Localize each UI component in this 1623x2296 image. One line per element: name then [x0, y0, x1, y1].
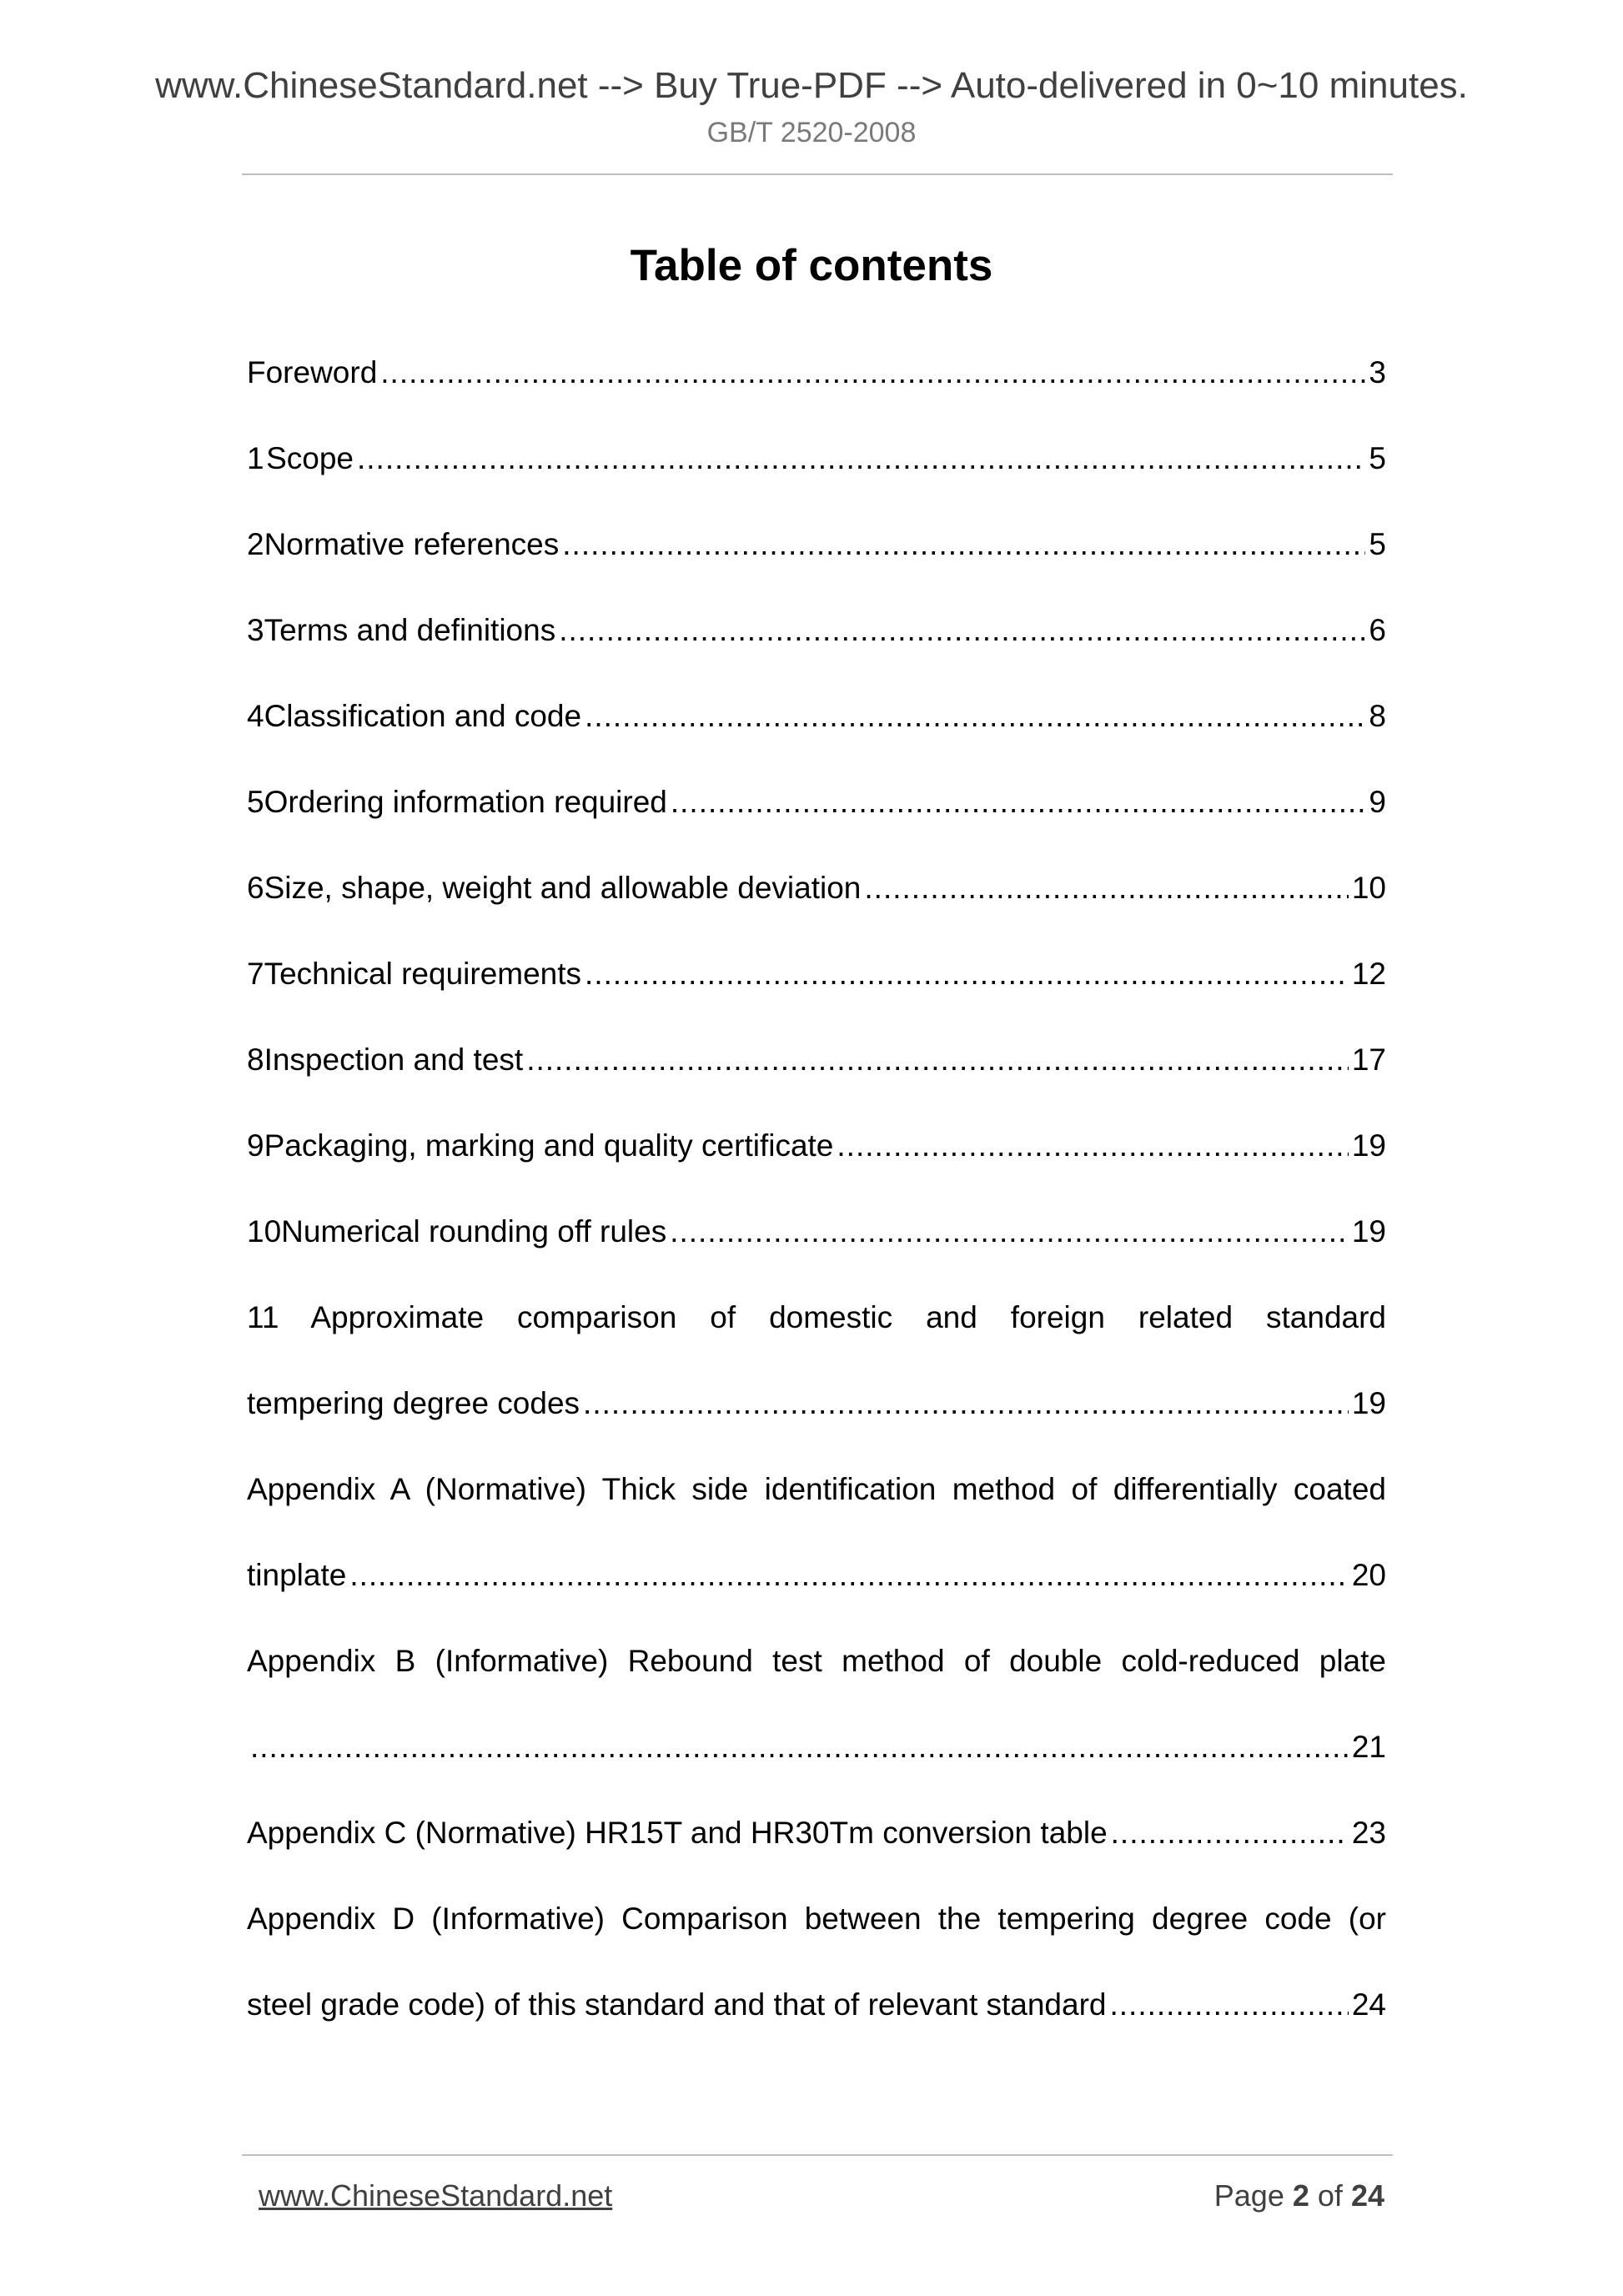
toc-entry-appendix-b[interactable]: [247, 1618, 1386, 1790]
dot-leader: [837, 1103, 1348, 1188]
page-current: 2: [1292, 2178, 1309, 2213]
standard-code: GB/T 2520-2008: [706, 117, 917, 148]
dot-leader: [585, 673, 1365, 759]
toc-number: 3: [247, 613, 264, 647]
toc-page: 9: [1369, 785, 1386, 819]
toc-label: Classification and code: [264, 699, 582, 733]
toc-number: 9: [247, 1128, 264, 1163]
dot-leader: [671, 759, 1366, 845]
page-indicator: [1214, 2178, 1384, 2213]
toc-label: Numerical rounding off rules: [281, 1214, 667, 1248]
dot-leader: [585, 931, 1349, 1017]
dot-leader: [526, 1017, 1349, 1103]
toc-page: 3: [1369, 355, 1386, 389]
toc-entry-classification[interactable]: [247, 673, 1386, 759]
dot-leader: [357, 415, 1365, 501]
toc-label-line1: 11 Approximate comparison of domestic and foreign related standard: [247, 1300, 1386, 1334]
dot-leader: [380, 329, 1365, 415]
toc-label: Packaging, marking and quality certificate: [264, 1128, 834, 1163]
toc-page: 19: [1351, 1386, 1386, 1420]
toc-entry-size-shape-weight[interactable]: [247, 845, 1386, 931]
table-of-contents: [247, 329, 1386, 2047]
toc-label: Terms and definitions: [264, 613, 556, 647]
toc-page: 12: [1351, 957, 1386, 991]
footer-divider: [242, 2154, 1393, 2156]
dot-leader: [583, 1360, 1349, 1446]
toc-label: Foreword: [247, 355, 378, 389]
toc-entry-scope[interactable]: [247, 415, 1386, 501]
dot-leader: [349, 1532, 1349, 1618]
toc-entry-technical-requirements[interactable]: [247, 931, 1386, 1017]
header-banner: www.ChineseStandard.net --> Buy True-PDF --> Auto-delivered in 0~10 minutes.: [155, 65, 1468, 106]
toc-entry-appendix-c[interactable]: [247, 1790, 1386, 1876]
toc-number: 4: [247, 699, 264, 733]
toc-label-line1: Appendix B (Informative) Rebound test method of double cold-reduced plate: [247, 1644, 1386, 1678]
page-total: 24: [1350, 2178, 1384, 2213]
toc-label: Normative references: [264, 527, 560, 561]
toc-page: 5: [1369, 527, 1386, 561]
dot-leader: [670, 1188, 1349, 1274]
toc-entry-appendix-d[interactable]: [247, 1876, 1386, 2047]
toc-label-line1: Appendix A (Normative) Thick side identification method of differentially coated: [247, 1472, 1386, 1506]
toc-number: 2: [247, 527, 264, 561]
toc-label-line2: tempering degree codes: [247, 1386, 580, 1420]
toc-entry-terms-definitions[interactable]: [247, 587, 1386, 673]
toc-entry-appendix-a[interactable]: [247, 1446, 1386, 1618]
toc-page: 6: [1369, 613, 1386, 647]
toc-page: 23: [1351, 1816, 1386, 1850]
dot-leader: [562, 501, 1365, 587]
dot-leader: [1111, 1790, 1349, 1876]
toc-label-line1: Appendix D (Informative) Comparison between the tempering degree code (or: [247, 1902, 1386, 1936]
toc-entry-ordering-information[interactable]: [247, 759, 1386, 845]
toc-page: 19: [1351, 1214, 1386, 1248]
page-of: of: [1317, 2178, 1343, 2213]
toc-entry-normative-references[interactable]: [247, 501, 1386, 587]
toc-page: 19: [1351, 1128, 1386, 1163]
toc-label: Ordering information required: [264, 785, 667, 819]
toc-number: 10: [247, 1214, 282, 1248]
toc-label: Inspection and test: [264, 1042, 524, 1077]
toc-label-line2: steel grade code) of this standard and that of relevant standard: [247, 1987, 1107, 2022]
toc-page: 20: [1351, 1558, 1386, 1592]
toc-number: 5: [247, 785, 264, 819]
toc-number: 1: [247, 441, 264, 475]
toc-page: 5: [1369, 441, 1386, 475]
dot-leader: [559, 587, 1365, 673]
toc-entry-packaging-marking[interactable]: [247, 1103, 1386, 1188]
footer-site-link[interactable]: www.ChineseStandard.net: [259, 2178, 613, 2213]
header-divider: [242, 173, 1393, 175]
dot-leader: [864, 845, 1348, 931]
toc-page: 21: [1351, 1730, 1386, 1764]
toc-label: Technical requirements: [264, 957, 582, 991]
toc-entry-foreword[interactable]: [247, 329, 1386, 415]
page-word: Page: [1213, 2178, 1284, 2213]
toc-label: Appendix C (Normative) HR15T and HR30Tm conversion table: [247, 1816, 1108, 1850]
dot-leader: [250, 1704, 1349, 1790]
toc-entry-inspection-test[interactable]: [247, 1017, 1386, 1103]
toc-entry-approximate-comparison[interactable]: [247, 1274, 1386, 1446]
toc-page: 24: [1351, 1987, 1386, 2022]
toc-number: 8: [247, 1042, 264, 1077]
toc-number: 6: [247, 871, 264, 905]
toc-page: 8: [1369, 699, 1386, 733]
toc-entry-numerical-rounding[interactable]: [247, 1188, 1386, 1274]
toc-page: 17: [1351, 1042, 1386, 1077]
toc-label: Scope: [266, 441, 354, 475]
toc-page: 10: [1351, 871, 1386, 905]
toc-label-line2: tinplate: [247, 1558, 347, 1592]
page-title: Table of contents: [630, 241, 993, 290]
toc-number: 7: [247, 957, 264, 991]
toc-label: Size, shape, weight and allowable deviation: [264, 871, 862, 905]
dot-leader: [1110, 1962, 1349, 2047]
